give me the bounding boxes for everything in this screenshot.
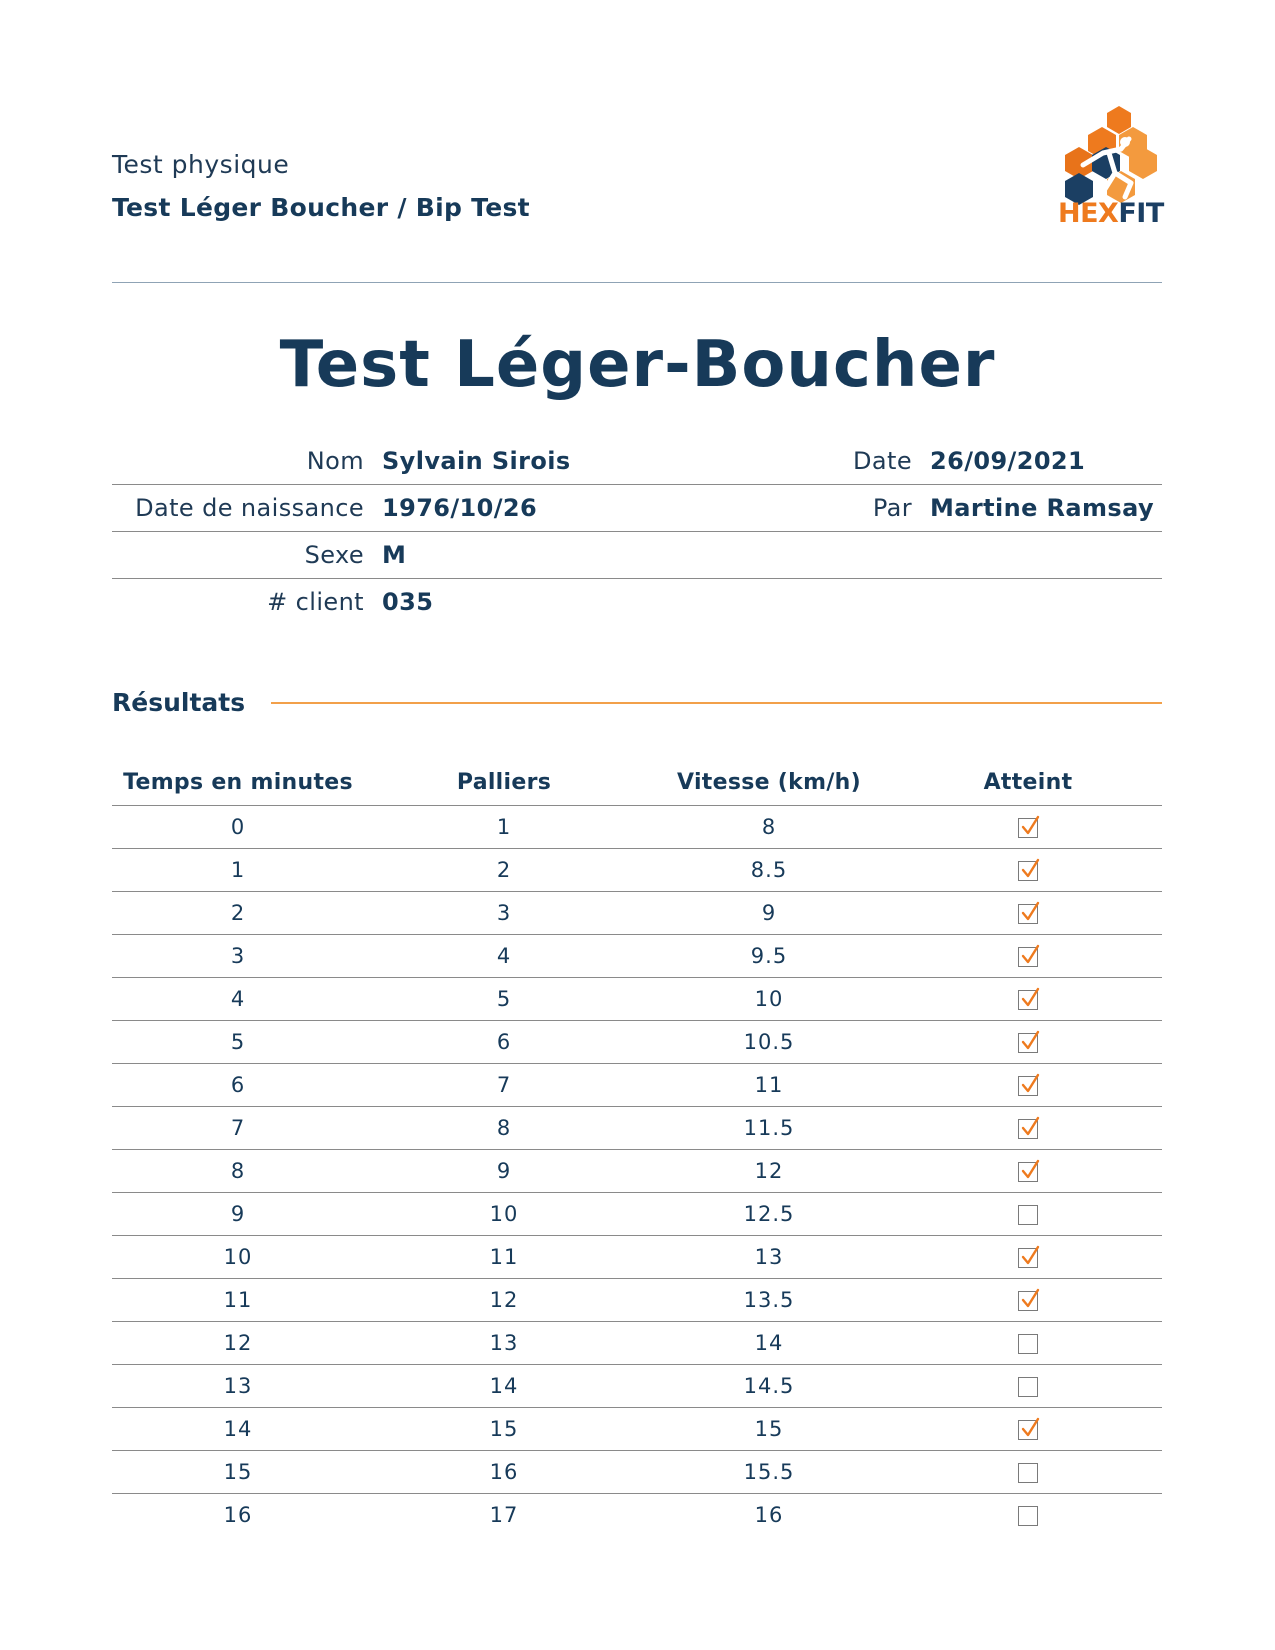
table-header-row xyxy=(112,760,1162,806)
column-header-palliers: Palliers xyxy=(364,760,644,806)
client-value: 035 xyxy=(382,588,434,616)
temps-cell: 3 xyxy=(112,935,364,978)
vitesse-cell: 9.5 xyxy=(644,935,894,978)
table-row xyxy=(112,1107,1162,1150)
atteint-cell xyxy=(894,1150,1162,1193)
pallier-cell: 17 xyxy=(489,1503,519,1527)
temps-cell: 13 xyxy=(112,1365,364,1408)
table-row xyxy=(112,1494,1162,1537)
pallier-cell: 16 xyxy=(364,1451,644,1494)
checkbox-unchecked[interactable] xyxy=(1018,1377,1038,1397)
results-title: Résultats xyxy=(112,688,246,717)
temps-cell: 15 xyxy=(112,1451,364,1494)
atteint-cell xyxy=(894,849,1162,892)
header-test-name: Test Léger Boucher / Bip Test xyxy=(112,193,530,222)
atteint-cell xyxy=(894,806,1162,849)
vitesse-cell: 14 xyxy=(644,1322,894,1365)
table-row xyxy=(112,1365,1162,1408)
results-table xyxy=(112,760,1162,1536)
table-row xyxy=(112,849,1162,892)
vitesse-cell: 9 xyxy=(644,892,894,935)
checkbox-unchecked[interactable] xyxy=(1018,1334,1038,1354)
atteint-cell xyxy=(894,1279,1162,1322)
pallier-cell: 11 xyxy=(364,1236,644,1279)
checkbox-checked[interactable] xyxy=(1018,1291,1038,1311)
table-row xyxy=(112,806,1162,849)
vitesse-cell: 15 xyxy=(644,1408,894,1451)
nom-value: Sylvain Sirois xyxy=(382,447,571,475)
atteint-cell xyxy=(894,1494,1162,1537)
temps-cell: 0 xyxy=(112,806,364,849)
sexe-value: M xyxy=(382,541,407,569)
results-heading xyxy=(112,688,1162,717)
temps-cell: 6 xyxy=(112,1064,364,1107)
table-row xyxy=(112,978,1162,1021)
vitesse-cell: 15.5 xyxy=(644,1451,894,1494)
table-row xyxy=(112,1064,1162,1107)
column-header-temps: Temps en minutes xyxy=(112,760,364,806)
table-row xyxy=(112,1150,1162,1193)
sexe-label: Sexe xyxy=(304,541,364,569)
pallier-cell: 15 xyxy=(364,1408,644,1451)
temps-cell: 10 xyxy=(112,1236,364,1279)
info-row-naissance xyxy=(112,485,1162,532)
pallier-cell: 6 xyxy=(364,1021,644,1064)
table-row xyxy=(112,1236,1162,1279)
vitesse-cell: 14.5 xyxy=(644,1365,894,1408)
checkbox-checked[interactable] xyxy=(1018,947,1038,967)
pallier-cell: 7 xyxy=(364,1064,644,1107)
vitesse-cell: 10.5 xyxy=(644,1021,894,1064)
checkbox-checked[interactable] xyxy=(1018,990,1038,1010)
par-value: Martine Ramsay xyxy=(930,494,1155,522)
results-table-body xyxy=(112,806,1162,1537)
table-row xyxy=(112,1279,1162,1322)
client-label: # client xyxy=(267,588,364,616)
table-row xyxy=(112,892,1162,935)
atteint-cell xyxy=(894,935,1162,978)
pallier-cell: 10 xyxy=(364,1193,644,1236)
checkbox-checked[interactable] xyxy=(1018,1248,1038,1268)
vitesse-cell: 12 xyxy=(644,1150,894,1193)
pallier-cell: 3 xyxy=(364,892,644,935)
atteint-cell xyxy=(894,1107,1162,1150)
atteint-cell xyxy=(894,1408,1162,1451)
naissance-label: Date de naissance xyxy=(135,494,364,522)
column-header-atteint: Atteint xyxy=(894,760,1162,806)
vitesse-cell: 11.5 xyxy=(644,1107,894,1150)
temps-cell: 1 xyxy=(112,849,364,892)
info-row-nom xyxy=(112,438,1162,485)
checkbox-unchecked[interactable] xyxy=(1018,1205,1038,1225)
table-row xyxy=(112,935,1162,978)
checkbox-checked[interactable] xyxy=(1018,1033,1038,1053)
pallier-cell: 1 xyxy=(364,806,644,849)
header-subtitle: Test physique xyxy=(112,150,290,179)
pallier-cell: 13 xyxy=(364,1322,644,1365)
pallier-cell: 12 xyxy=(364,1279,644,1322)
table-row xyxy=(112,1408,1162,1451)
checkbox-checked[interactable] xyxy=(1018,1076,1038,1096)
pallier-cell: 5 xyxy=(364,978,644,1021)
checkbox-unchecked[interactable] xyxy=(1018,1463,1038,1483)
document-header xyxy=(112,150,530,222)
temps-cell: 2 xyxy=(112,892,364,935)
table-row xyxy=(112,1322,1162,1365)
table-row xyxy=(112,1193,1162,1236)
temps-cell: 4 xyxy=(112,978,364,1021)
vitesse-cell: 10 xyxy=(644,978,894,1021)
atteint-cell xyxy=(894,1193,1162,1236)
atteint-cell xyxy=(894,1322,1162,1365)
temps-cell: 12 xyxy=(112,1322,364,1365)
table-row xyxy=(112,1021,1162,1064)
checkbox-unchecked[interactable] xyxy=(1018,1506,1038,1526)
checkbox-checked[interactable] xyxy=(1018,861,1038,881)
par-label: Par xyxy=(872,494,912,522)
atteint-cell xyxy=(894,1064,1162,1107)
header-divider xyxy=(112,282,1162,283)
vitesse-cell: 12.5 xyxy=(644,1193,894,1236)
temps-cell: 8 xyxy=(112,1150,364,1193)
client-info xyxy=(112,438,1162,625)
date-label: Date xyxy=(853,447,912,475)
results-divider xyxy=(271,702,1162,704)
vitesse-cell: 11 xyxy=(644,1064,894,1107)
atteint-cell xyxy=(894,1365,1162,1408)
atteint-cell xyxy=(894,978,1162,1021)
checkbox-checked[interactable] xyxy=(1018,904,1038,924)
atteint-cell xyxy=(894,1236,1162,1279)
pallier-cell: 14 xyxy=(364,1365,644,1408)
atteint-cell xyxy=(894,1021,1162,1064)
checkbox-checked[interactable] xyxy=(1018,1162,1038,1182)
hexfit-logo-text: HEXFIT xyxy=(1058,198,1164,229)
vitesse-cell: 8 xyxy=(644,806,894,849)
table-row xyxy=(112,1451,1162,1494)
checkbox-checked[interactable] xyxy=(1018,1420,1038,1440)
checkbox-checked[interactable] xyxy=(1018,1119,1038,1139)
naissance-value: 1976/10/26 xyxy=(382,494,538,522)
temps-cell: 9 xyxy=(112,1193,364,1236)
temps-cell: 7 xyxy=(112,1107,364,1150)
page-title: Test Léger-Boucher xyxy=(279,328,996,402)
temps-cell: 5 xyxy=(112,1021,364,1064)
checkbox-checked[interactable] xyxy=(1018,818,1038,838)
nom-label: Nom xyxy=(306,447,364,475)
date-value: 26/09/2021 xyxy=(930,447,1086,475)
vitesse-cell: 8.5 xyxy=(644,849,894,892)
info-row-sexe xyxy=(112,532,1162,579)
vitesse-cell: 13.5 xyxy=(644,1279,894,1322)
pallier-cell: 9 xyxy=(364,1150,644,1193)
pallier-cell: 8 xyxy=(364,1107,644,1150)
vitesse-cell: 13 xyxy=(644,1236,894,1279)
vitesse-cell: 16 xyxy=(754,1503,784,1527)
temps-cell: 16 xyxy=(223,1503,253,1527)
column-header-vitesse: Vitesse (km/h) xyxy=(644,760,894,806)
atteint-cell xyxy=(894,1451,1162,1494)
temps-cell: 14 xyxy=(112,1408,364,1451)
pallier-cell: 4 xyxy=(364,935,644,978)
temps-cell: 11 xyxy=(112,1279,364,1322)
pallier-cell: 2 xyxy=(364,849,644,892)
atteint-cell xyxy=(894,892,1162,935)
info-row-client xyxy=(112,579,1162,625)
